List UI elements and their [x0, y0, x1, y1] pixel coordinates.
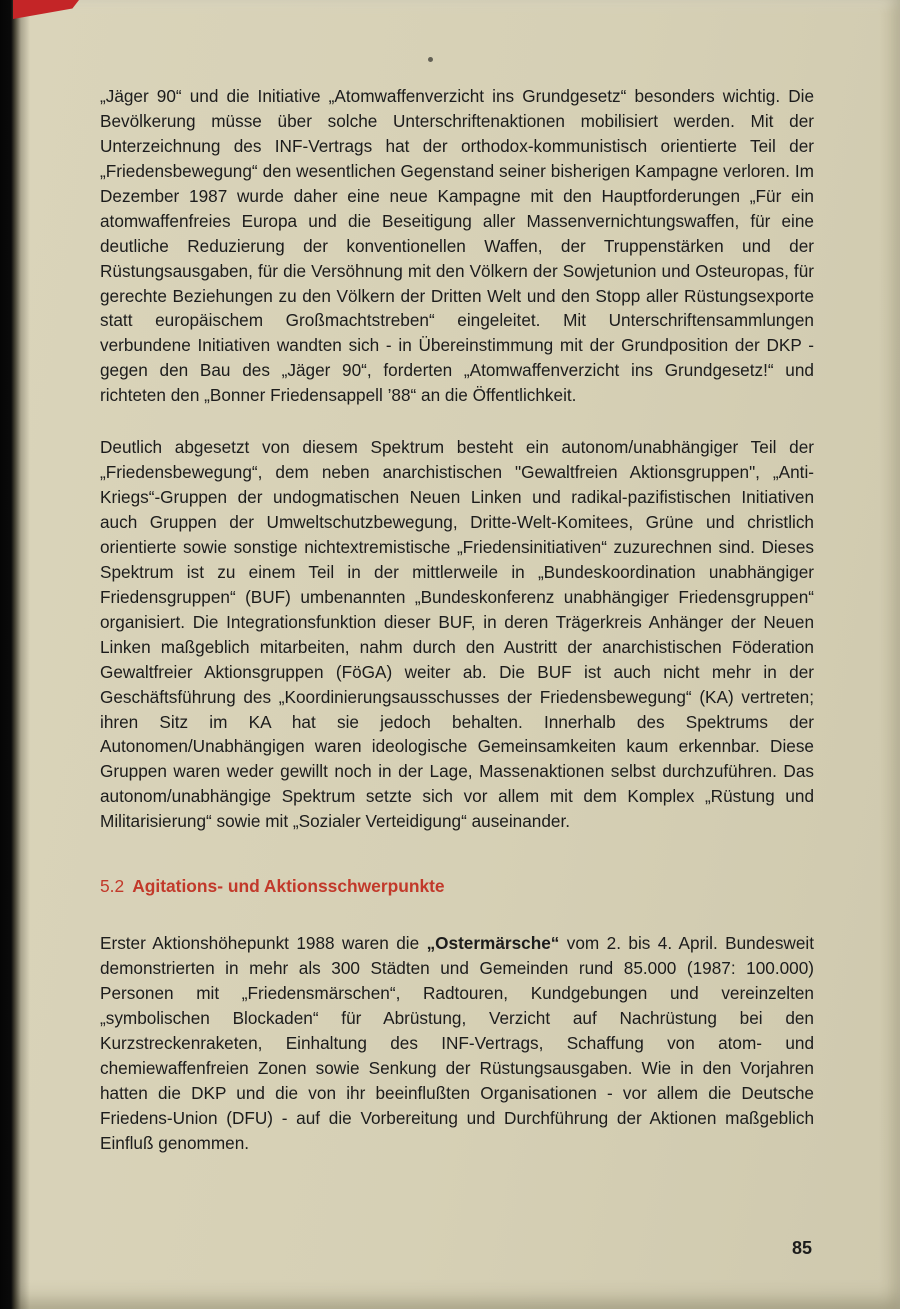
- paragraph-2: Deutlich abgesetzt von diesem Spektrum besteht ein autonom/unabhängiger Teil der „Friedensbewegung“, dem neben anarchistischen "Gewaltfreien Aktionsgruppen", „Anti-Kriegs“-Gruppen der undogmatischen Neuen Linken und radikal-pazifistischen Initiativen auch Gruppen der Umweltschutzbewegung, Dritte-Welt-Komitees, Grüne und christlich orientierte sowie sonstige nichtextremistische „Friedensinitiativen“ zuzurechnen sind. Dieses Spektrum ist zu einem Teil in der mittlerweile in „Bundeskoordination unabhängiger Friedensgruppen“ (BUF) umbenannten „Bundeskonferenz unabhängiger Friedensgruppen“ organisiert. Die Integrationsfunktion dieser BUF, in deren Trägerkreis Anhänger der Neuen Linken maßgeblich mitarbeiten, nahm durch den Austritt der anarchistischen Föderation Gewaltfreier Aktionsgruppen (FöGA) weiter ab. Die BUF ist auch nicht mehr in der Geschäftsführung des „Koordinierungsausschusses der Friedensbewegung“ (KA) vertreten; ihren Sitz im KA hat sie jedoch behalten. Innerhalb des Spektrums der Autonomen/Unabhängigen waren ideologische Gemeinsamkeiten kaum erkennbar. Diese Gruppen waren weder gewillt noch in der Lage, Massenaktionen selbst durchzuführen. Das autonom/unabhängige Spektrum setzte sich vor allem mit dem Komplex „Rüstung und Militarisierung“ sowie mit „Sozialer Verteidigung“ auseinander.: [100, 437, 814, 832]
- page-number: 85: [791, 1238, 812, 1258]
- paragraph-3-bold-term: „Ostermärsche“: [426, 933, 560, 954]
- paragraph-3-before-bold: Erster Aktionshöhepunkt 1988 waren die: [100, 933, 427, 954]
- section-heading: [100, 874, 814, 899]
- book-spine-shadow: [0, 0, 30, 1309]
- paragraph-1: „Jäger 90“ und die Initiative „Atomwaffenverzicht ins Grundgesetz“ besonders wichtig. Die Bevölkerung müsse über solche Unterschriftenaktionen mobilisiert werden. Mit der Unterzeichnung des INF-Vertrags hat der orthodox-kommunistisch orientierte Teil der „Friedensbewegung“ den wesentlichen Gegenstand seiner bisherigen Kampagne verloren. Im Dezember 1987 wurde daher eine neue Kampagne mit den Hauptforderungen „Für ein atomwaffenfreies Europa und die Beseitigung aller Massenvernichtungswaffen, für eine deutliche Reduzierung der konventionellen Waffen, der Truppenstärken und der Rüstungsausgaben, für die Versöhnung mit den Völkern der Sowjetunion und Osteuropas, für gerechte Beziehungen zu den Völkern der Dritten Welt und den Stopp aller Rüstungsexporte statt europäischem Großmachtstreben“ eingeleitet. Mit Unterschriftensammlungen verbundene Initiativen wandten sich - in Übereinstimmung mit der Grundposition der DKP - gegen den Bau des „Jäger 90“, forderten „Atomwaffenverzicht ins Grundgesetz!“ und richteten den „Bonner Friedensappell ’88“ an die Öffentlichkeit.: [100, 86, 814, 406]
- red-cover-corner: [13, 0, 79, 19]
- text-column: [100, 84, 814, 1156]
- section-number: 5.2: [100, 876, 125, 897]
- paragraph-3: [100, 931, 814, 1155]
- paragraph-3-after-bold: vom 2. bis 4. April. Bundesweit demonstrierten in mehr als 300 Städten und Gemeinden rund 85.000 (1987: 100.000) Personen mit „Friedensmärschen“, Radtouren, Kundgebungen und vereinzelten „symbolischen Blockaden“ für Abrüstung, Verzicht auf Nachrüstung bei den Kurzstreckenraketen, Einhaltung des INF-Vertrags, Schaffung von atom- und chemiewaffenfreien Zonen sowie Senkung der Rüstungsausgaben. Wie in den Vorjahren hatten die DKP und die von ihr beeinflußten Organisationen - vor allem die Deutsche Friedens-Union (DFU) - auf die Vorbereitung und Durchführung der Aktionen maßgeblich Einfluß genommen.: [100, 933, 814, 1153]
- section-title: Agitations- und Aktionsschwerpunkte: [132, 876, 445, 897]
- scan-speck: [428, 57, 433, 62]
